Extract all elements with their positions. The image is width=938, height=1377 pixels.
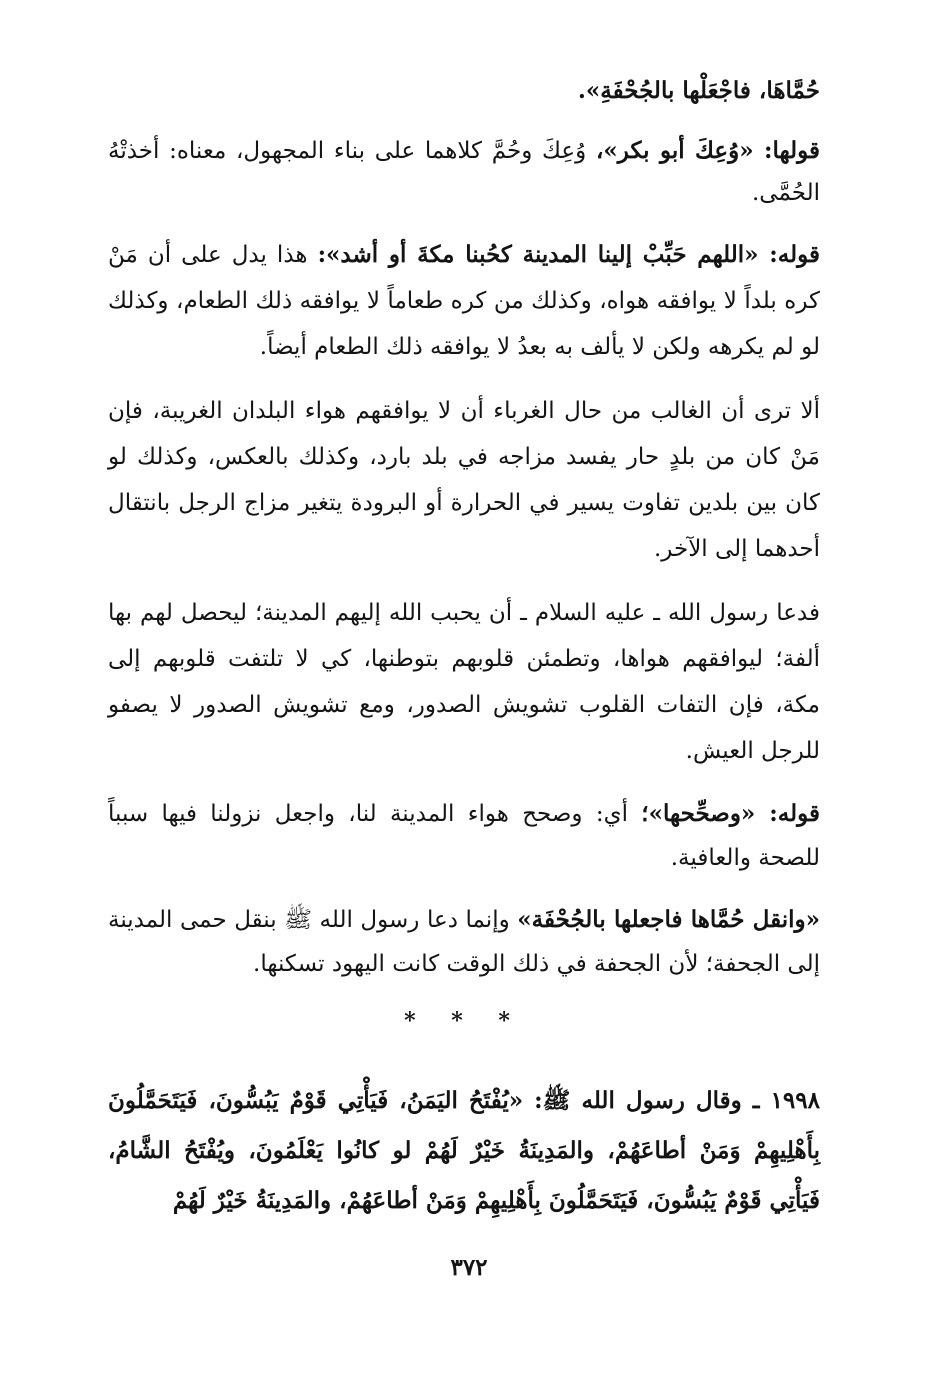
paragraph-3-bold: قوله: «اللهم حَبِّبْ إلينا المدينة كحُبنا مكةَ أو أشد»: xyxy=(317,241,820,268)
paragraph-3-text: هذا يدل على أن مَنْ كره بلداً لا يوافقه هواه، وكذلك من كره طعاماً لا يوافقه ذلك الطعام، وكذلك لو لم يكرهه ولكن لا يألف به بعدُ لا يوافقه ذلك الطعام أيضاً. xyxy=(108,242,820,360)
paragraph-2 xyxy=(108,130,820,214)
paragraph-5: فدعا رسول الله ـ عليه السلام ـ أن يحبب الله إليهم المدينة؛ ليحصل لهم بها ألفة؛ ليوافقهم هواها، وتطمئن قلوبهم بتوطنها، كي لا تلتفت قلوبهم إلى مكة، فإن التفات القلوب تشويش الصدور، ومع تشويش الصدور لا يصفو للرجل العيش. xyxy=(108,600,820,764)
paragraph-6-text: أي: وصحح هواء المدينة لنا، واجعل نزولنا فيها سبباً للصحة والعافية. xyxy=(108,801,820,871)
paragraph-4: ألا ترى أن الغالب من حال الغرباء أن لا يوافقهم هواء البلدان الغريبة، فإن مَنْ كان من بلدٍ حار يفسد مزاجه في بلد بارد، وكذلك بالعكس، وكذلك لو كان بين بلدين تفاوت يسير في الحرارة أو البرودة يتغير مزاج الرجل بانتقال أحدهما إلى الآخر. xyxy=(108,398,820,562)
paragraph-2-bold: قولها: «وُعِكَ أبو بكر»، xyxy=(595,137,820,164)
page-body xyxy=(108,70,820,1226)
paragraph-6 xyxy=(108,792,820,880)
paragraph-3 xyxy=(108,232,820,370)
section-separator: * * * xyxy=(404,1008,524,1034)
page-number: ٣٧٢ xyxy=(450,1254,488,1281)
paragraph-6-bold: قوله: «وصحِّحها»؛ xyxy=(641,800,820,827)
paragraph-7-text: وإنما دعا رسول الله ﷺ بنقل حمى المدينة إلى الجحفة؛ لأن الجحفة في ذلك الوقت كانت اليهود تسكنها. xyxy=(108,907,820,977)
paragraph-7-bold: «وانقل حُمَّاها فاجعلها بالجُحْفَة» xyxy=(517,906,821,933)
paragraph-1 xyxy=(108,70,820,112)
paragraph-7 xyxy=(108,898,820,986)
paragraph-1-bold: حُمَّاهَا، فاجْعَلْها بالجُحْفَةِ». xyxy=(577,77,820,104)
paragraph-2-text: وُعِكَ وحُمَّ كلاهما على بناء المجهول، معناه: أخذتْهُ الحُمَّى. xyxy=(108,138,820,206)
hadith-1998: ١٩٩٨ ـ وقال رسول الله ﷺ: «يُفْتَحُ اليَمَنُ، فَيَأْتِي قَوْمٌ يَبُسُّونَ، فَيَتَحَمَّلُونَ بِأَهْلِيهِمْ وَمَنْ أطاعَهُمْ، والمَدِينَةُ خَيْرٌ لَهُمْ لو كانُوا يَعْلَمُونَ، ويُفْتَحُ الشَّامُ، فَيَأْتِي قَوْمٌ يَبُسُّونَ، فَيَتَحَمَّلُونَ بِأَهْلِيهِمْ وَمَنْ أطاعَهُمْ، والمَدِينَةُ خَيْرٌ لَهُمْ xyxy=(108,1087,820,1214)
